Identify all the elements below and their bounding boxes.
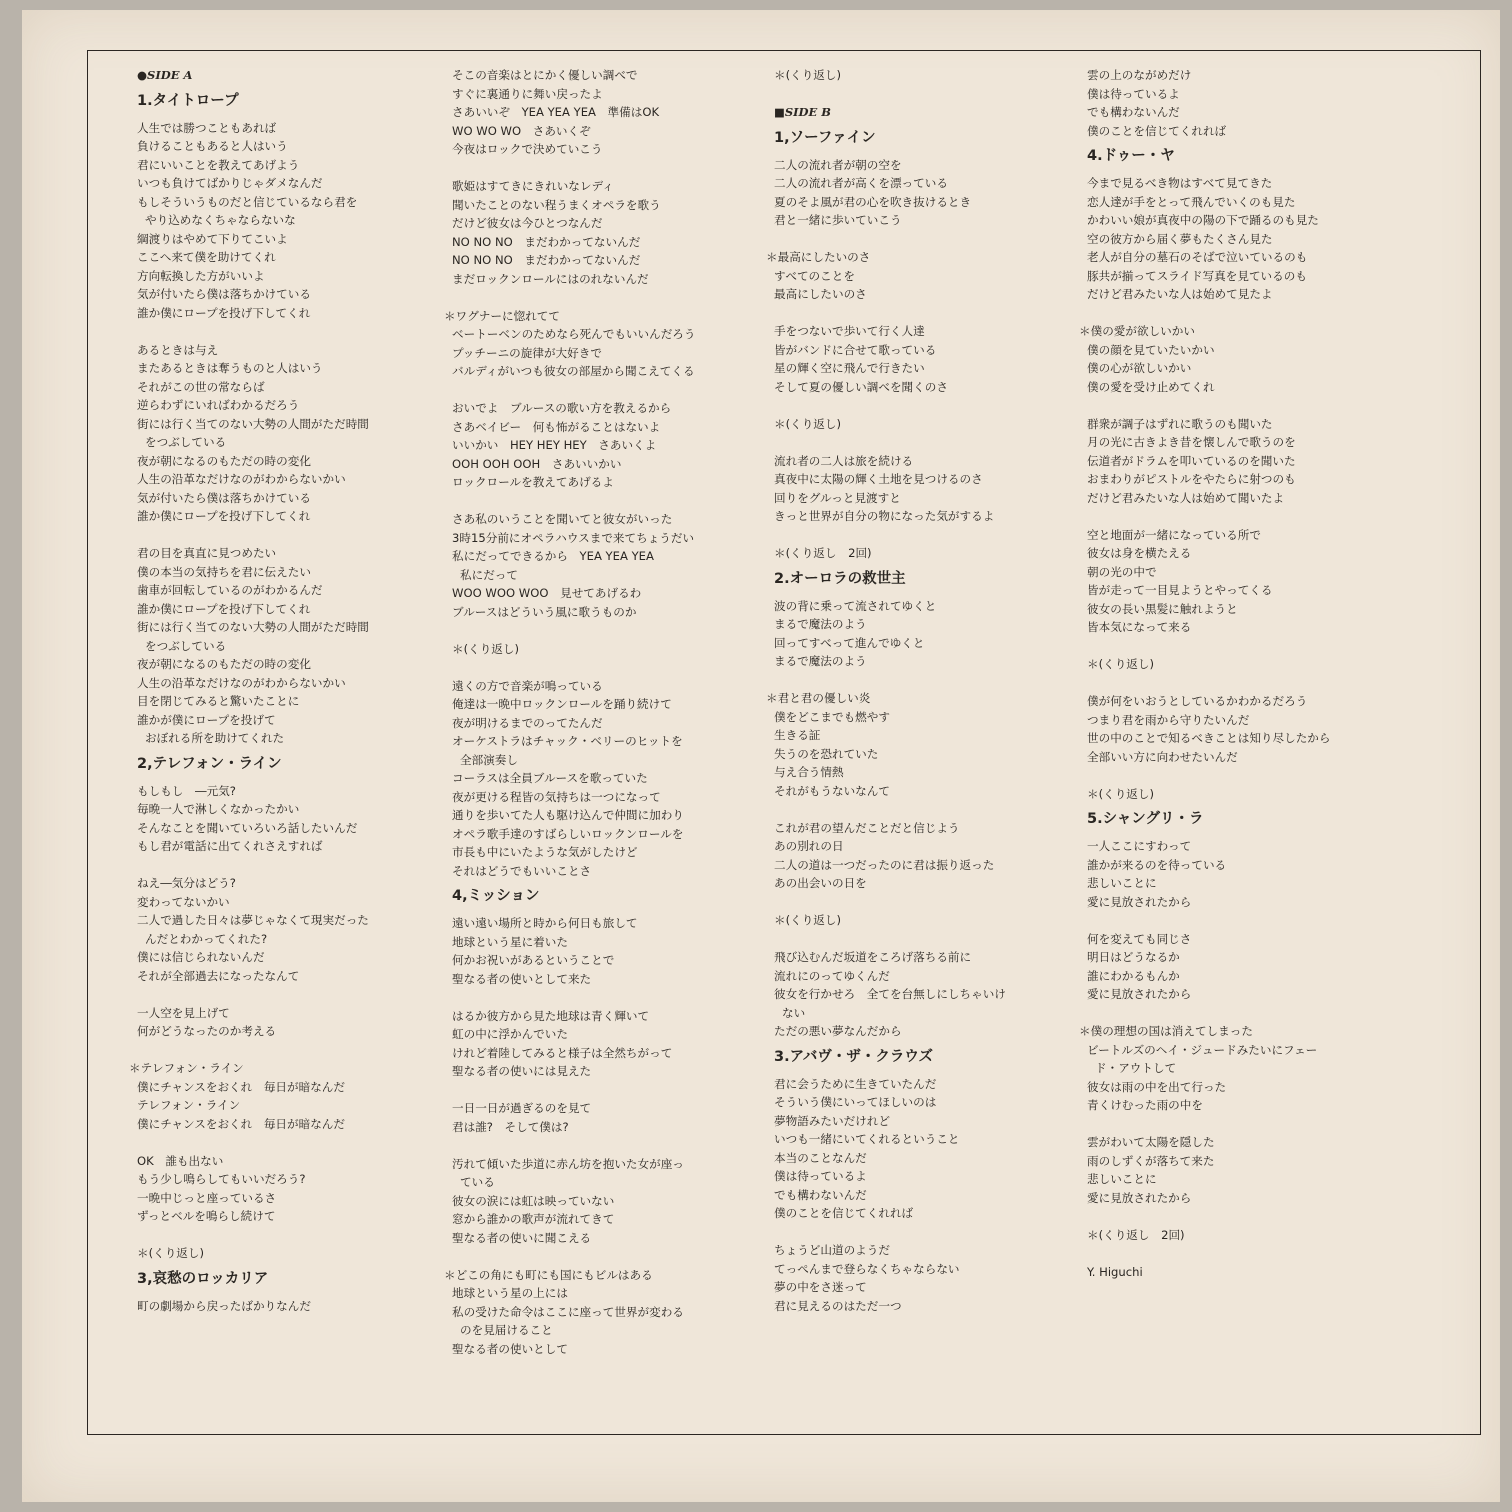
spacer (452, 159, 752, 178)
lyric-line: 一晩中じっと座っているさ (137, 1190, 277, 1205)
lyric-line: 気が付いたら僕は落ちかけている (137, 490, 311, 505)
lyric-line: 何がどうなったのか考える (137, 1024, 277, 1038)
lyric-line: あの出会いの日を (774, 876, 867, 890)
lyrics-column-3 (766, 66, 1074, 1315)
spacer (774, 433, 1074, 452)
lyric-line: 雲の上のながめだけ (1087, 68, 1192, 82)
spacer (452, 621, 752, 640)
lyric-line: 君と一緒に歩いていこう (774, 213, 902, 227)
lyric-line: 朝の光の中で (1087, 564, 1157, 579)
lyric-line: いつも負けてばかりじゃダメなんだ (137, 176, 323, 190)
lyric-line: あるときは与え (137, 342, 219, 357)
lyric-line: またあるときは奪うものと人はいう (137, 361, 323, 375)
lyric-line: それがもうないなんて (774, 783, 890, 798)
lyric-line: だけど彼女は今ひとつなんだ (452, 216, 603, 230)
lyric-line: まるで魔法のよう (774, 617, 867, 631)
lyric-line: おいでよ ブルースの歌い方を教えるから (452, 401, 672, 415)
chorus-line: ＊どこの角にも町にも国にもビルはある (444, 1267, 653, 1282)
spacer (1087, 911, 1387, 930)
lyric-line: だけど君みたいな人は始めて見たよ (1087, 287, 1273, 301)
lyric-line: 愛に見放されたから (1087, 894, 1192, 909)
lyric-line: 一人空を見上げて (137, 1005, 230, 1020)
lyric-line: ちょうど山道のようだ (774, 1243, 890, 1257)
lyric-line: 町の劇場から戻ったばかりなんだ (137, 1298, 311, 1313)
lyric-line: かわいい娘が真夜中の陽の下で踊るのも見た (1087, 213, 1319, 227)
spacer (774, 893, 1074, 912)
lyric-line: 僕の顔を見ていたいかい (1087, 342, 1215, 357)
lyric-line: 流れにのってゆくんだ (774, 968, 890, 983)
side-label: ●SIDE A (137, 68, 193, 82)
lyric-line: そして夏の優しい調べを聞くのさ (774, 379, 948, 394)
spacer (774, 800, 1074, 819)
lyric-line: 人生では勝つこともあれば (137, 120, 277, 135)
spacer (774, 1223, 1074, 1242)
spacer (452, 381, 752, 400)
lyric-line: 人生の沿革なだけなのがわからないかい (137, 472, 346, 486)
lyric-line: 青くけむった雨の中を (1087, 1098, 1203, 1112)
spacer (452, 1136, 752, 1155)
lyric-line: 僕にチャンスをおくれ 毎日が暗なんだ (137, 1079, 345, 1094)
lyric-line: 何を変えても同じさ (1087, 931, 1192, 946)
lyric-line: ＊(くり返し 2回) (774, 546, 872, 560)
lyric-line: 彼女は身を横たえる (1087, 546, 1192, 560)
song-title: 4,ミッション (452, 888, 540, 904)
lyric-line: もしもし ―元気? (137, 783, 236, 798)
lyric-line: ビートルズのヘイ・ジュードみたいにフェー (1087, 1042, 1318, 1057)
spacer (774, 526, 1074, 545)
lyric-line: 伝道者がドラムを叩いているのを聞いた (1087, 453, 1296, 468)
lyric-line: もしそういうものだと信じているなら君を (137, 194, 358, 209)
spacer (137, 985, 437, 1004)
lyric-line: 空と地面が一緒になっている所で (1087, 527, 1261, 542)
lyrics-column-2 (444, 66, 752, 1358)
lyric-line: 二人で過した日々は夢じゃなくて現実だった (137, 913, 369, 927)
lyric-line: だけど君みたいな人は始めて聞いたよ (1087, 490, 1285, 505)
lyric-line: 星の輝く空に飛んで行きたい (774, 361, 925, 375)
lyric-line: 誰か僕にロープを投げ下してくれ (137, 601, 311, 616)
lyric-line: 私にだって (460, 567, 518, 582)
spacer (1087, 766, 1387, 785)
lyric-line: 皆本気になって来る (1087, 620, 1192, 634)
lyric-line: 失うのを恐れていた (774, 746, 879, 761)
spacer (1087, 1004, 1387, 1023)
lyric-line: 群衆が調子はずれに歌うのも聞いた (1087, 416, 1273, 431)
lyric-line: 誰かが僕にロープを投げて (137, 712, 276, 727)
lyric-line: 最高にしたいのさ (774, 287, 867, 301)
lyric-line: 私にだってできるから YEA YEA YEA (452, 549, 654, 563)
lyric-line: 彼女の長い黒髪に触れようと (1087, 601, 1238, 616)
lyric-line: 俺達は一晩中ロックンロールを踊り続けて (452, 697, 672, 711)
lyric-line: 僕をどこまでも燃やす (774, 709, 890, 724)
lyric-line: 雲がわいて太陽を隠した (1087, 1135, 1215, 1149)
lyric-line: 綱渡りはやめて下りてこいよ (137, 231, 288, 246)
lyric-line: バルディがいつも彼女の部屋から聞こえてくる (452, 364, 695, 378)
lyric-line: 目を閉じてみると驚いたことに (137, 694, 300, 708)
lyric-line: これが君の望んだことだと信じよう (774, 820, 960, 835)
lyric-line: そういう僕にいってほしいのは (774, 1095, 937, 1109)
lyric-line: つまり君を雨から守りたいんだ (1087, 712, 1250, 727)
lyric-line: ずっとベルを鳴らし続けて (137, 1209, 276, 1223)
lyric-line: OK 誰も出ない (137, 1153, 224, 1168)
spacer (137, 1226, 437, 1245)
lyric-line: オペラ歌手達のすばらしいロックンロールを (452, 826, 684, 841)
lyric-line: ＊(くり返し) (774, 68, 842, 82)
lyric-line: 夜が朝になるのもただの時の変化 (137, 453, 311, 468)
lyric-line: すべてのことを (774, 268, 855, 283)
lyric-line: ＊(くり返し 2回) (1087, 1227, 1185, 1242)
song-title: 2.オーロラの救世主 (774, 570, 906, 587)
lyric-line: 明日はどうなるか (1087, 950, 1180, 964)
song-title: 2,テレフォン・ライン (137, 755, 282, 772)
lyric-line: プッチーニの旋律が大好きで (452, 345, 602, 360)
spacer (137, 526, 437, 545)
spacer (1087, 1115, 1387, 1134)
lyric-line: 誰か僕にロープを投げ下してくれ (137, 305, 311, 320)
lyric-line: けれど着陸してみると様子は全然ちがって (452, 1045, 673, 1060)
spacer (1087, 507, 1387, 526)
lyric-line: 私の受けた命令はここに座って世界が変わる (452, 1304, 684, 1319)
song-title: 4.ドゥー・ヤ (1087, 148, 1175, 164)
lyrics-column-1 (129, 66, 437, 1315)
lyric-line: 夜が更ける程皆の気持ちは一つになって (452, 789, 661, 804)
side-label: ■SIDE B (774, 105, 832, 119)
lyric-line: 負けることもあると人はいう (137, 139, 288, 153)
spacer (452, 1081, 752, 1100)
lyric-line: 僕の愛を受け止めてくれ (1087, 379, 1215, 394)
lyric-line: 聖なる者の使いとして来た (452, 971, 592, 986)
lyric-line: 全部演奏し (460, 752, 518, 767)
spacer (452, 988, 752, 1007)
lyric-line: 夢物語みたいだけれど (774, 1113, 890, 1128)
lyric-line: 回りをグルっと見渡すと (774, 490, 901, 505)
lyric-line: のを見届けること (460, 1323, 553, 1337)
lyric-line: 彼女の涙には虹は映っていない (452, 1193, 615, 1208)
lyric-line: 二人の流れ者が朝の空を (774, 157, 902, 172)
spacer (1087, 637, 1387, 656)
lyric-line: おぼれる所を助けてくれた (145, 731, 285, 745)
spacer (452, 1247, 752, 1266)
lyric-line: 3時15分前にオペラハウスまで来てちょうだい (452, 530, 695, 545)
lyric-line: ＊(くり返し) (1087, 657, 1155, 671)
lyric-line: 虹の中に浮かんでいた (452, 1027, 568, 1041)
lyric-line: 愛に見放されたから (1087, 1190, 1192, 1205)
lyrics-column-4 (1079, 66, 1387, 1281)
lyric-line: もう少し鳴らしてもいいだろう? (137, 1172, 306, 1186)
chorus-line: ＊僕の愛が欲しいかい (1079, 324, 1195, 338)
lyric-line: 街には行く当てのない大勢の人間がただ時間 (137, 620, 369, 634)
lyric-line: WO WO WO さあいくぞ (452, 123, 591, 138)
lyric-line: 二人の流れ者が高くを漂っている (774, 176, 948, 190)
lyric-line: ＊(くり返し) (774, 913, 842, 927)
lyric-line: ＊(くり返し) (774, 416, 842, 431)
spacer (1087, 1207, 1387, 1226)
lyric-line: 手をつないで歩いて行く人達 (774, 324, 925, 338)
song-title: 5.シャングリ・ラ (1087, 811, 1204, 827)
lyric-line: ている (460, 1175, 495, 1189)
lyric-line: 誰か僕にロープを投げ下してくれ (137, 509, 311, 523)
lyric-line: NO NO NO まだわかってないんだ (452, 234, 641, 249)
lyric-line: すぐに裏通りに舞い戻ったよ (452, 86, 603, 101)
spacer (137, 856, 437, 875)
lyric-line: ＊(くり返し) (452, 641, 520, 656)
lyric-line: 毎晩一人で淋しくなかったかい (137, 802, 300, 816)
lyric-line: さあいいぞ YEA YEA YEA 準備はOK (452, 105, 660, 119)
lyric-line: 夜が朝になるのもただの時の変化 (137, 657, 311, 671)
lyric-line: 聞いたことのない程うまくオペラを歌う (452, 197, 661, 212)
lyric-line: はるか彼方から見た地球は青く輝いて (452, 1008, 650, 1023)
lyric-line: そんなことを聞いていろいろ話したいんだ (137, 820, 358, 835)
lyric-line: いつも一緒にいてくれるということ (774, 1132, 960, 1146)
song-title: 3.アバヴ・ザ・クラウズ (774, 1048, 934, 1065)
lyric-line: 僕の本当の気持ちを君に伝えたい (137, 564, 311, 579)
lyric-line: でも構わないんだ (774, 1187, 867, 1202)
lyric-line: 聖なる者の使いとして (452, 1341, 568, 1356)
lyric-line: をつぶしている (145, 435, 227, 449)
lyric-line: 今まで見るべき物はすべて見てきた (1087, 176, 1273, 190)
lyric-line: ブルースはどういう風に歌うものか (452, 604, 637, 619)
lyric-line: きっと世界が自分の物になった気がするよ (774, 509, 995, 523)
lyric-line: いいかい HEY HEY HEY さあいくよ (452, 438, 657, 452)
lyric-line: 夢の中をさ迷って (774, 1280, 867, 1294)
lyric-line: 僕のことを信じてくれれば (1087, 123, 1227, 138)
lyric-line: 豚共が揃ってスライド写真を見ているのも (1087, 268, 1307, 283)
lyric-line: 誰かが来るのを待っている (1087, 857, 1227, 872)
lyric-line: そこの音楽はとにかく優しい調べで (452, 68, 638, 82)
lyric-line: 僕のことを信じてくれれば (774, 1206, 914, 1220)
lyric-line: 世の中のことで知るべきことは知り尽したから (1087, 731, 1331, 745)
lyric-line: さあ私のいうことを聞いてと彼女がいった (452, 512, 673, 526)
lyric-line: 一人ここにすわって (1087, 839, 1192, 853)
lyric-line: 君は誰? そして僕は? (452, 1119, 569, 1134)
lyric-line: おまわりがピストルをやたらに射つのも (1087, 472, 1296, 486)
chorus-line: ＊ワグナーに惚れてて (444, 308, 560, 323)
spacer (1087, 1244, 1387, 1263)
lyric-line: 夏のそよ風が君の心を吹き抜けるとき (774, 194, 972, 209)
lyric-line: 皆が走って一目見ようとやってくる (1087, 583, 1273, 597)
lyric-line: んだとわかってくれた? (145, 931, 268, 946)
lyric-line: 地球という星の上には (452, 1286, 568, 1300)
lyric-line: コーラスは全員ブルースを歌っていた (452, 771, 648, 785)
spacer (774, 930, 1074, 949)
spacer (774, 304, 1074, 323)
song-title: 1,ソーファイン (774, 129, 876, 146)
lyric-line: 恋人達が手をとって飛んでいくのも見た (1087, 194, 1296, 209)
spacer (774, 85, 1074, 104)
lyric-line: ロックロールを教えてあげるよ (452, 475, 614, 489)
lyric-line: 僕は待っているよ (774, 1169, 867, 1183)
spacer (452, 492, 752, 511)
spacer (137, 1133, 437, 1152)
lyric-line: てっぺんまで登らなくちゃならない (774, 1261, 960, 1276)
lyric-line: さあベイビー 何も怖がることはないよ (452, 419, 661, 434)
lyric-line: 今夜はロックで決めていこう (452, 142, 603, 156)
lyric-line: 君にいいことを教えてあげよう (137, 157, 300, 172)
lyric-line: ベートーベンのためなら死んでもいいんだろう (452, 327, 696, 341)
lyric-line: NO NO NO まだわかってないんだ (452, 253, 641, 267)
lyric-line: でも構わないんだ (1087, 105, 1180, 119)
spacer (774, 230, 1074, 249)
lyric-line: テレフォン・ライン (137, 1098, 241, 1112)
lyric-line: 歯車が回転しているのがわかるんだ (137, 583, 323, 597)
lyric-line: 与え合う情熱 (774, 765, 844, 779)
lyric-line: 全部いい方に向わせたいんだ (1087, 749, 1238, 764)
lyric-line: オーケストラはチャック・ベリーのヒットを (452, 734, 683, 748)
chorus-line: ＊僕の理想の国は消えてしまった (1079, 1024, 1253, 1038)
lyric-line: やり込めなくちゃならないな (145, 213, 296, 227)
lyric-line: ここへ来て僕を助けてくれ (137, 250, 276, 264)
lyric-line: 歌姫はすてきにきれいなレディ (452, 179, 614, 193)
lyric-line: まだロックンロールにはのれないんだ (452, 271, 649, 286)
lyric-line: 街には行く当てのない大勢の人間がただ時間 (137, 416, 369, 431)
spacer (1087, 674, 1387, 693)
lyric-line: それが全部過去になったなんて (137, 968, 300, 983)
lyric-line: 人生の沿革なだけなのがわからないかい (137, 675, 346, 690)
lyric-line: ＊(くり返し) (137, 1246, 205, 1260)
lyric-line: ない (782, 1005, 806, 1020)
spacer (452, 288, 752, 307)
lyric-line: 市長も中にいたような気がしたけど (452, 845, 638, 859)
lyric-line: 逆らわずにいればわかるだろう (137, 398, 300, 412)
lyric-line: 悲しいことに (1087, 1172, 1157, 1186)
spacer (1087, 396, 1387, 415)
spacer (1087, 304, 1387, 323)
lyric-line: 雨のしずくが落ちて来た (1087, 1153, 1215, 1168)
lyric-line: あの別れの日 (774, 839, 844, 853)
lyric-line: 僕にチャンスをおくれ 毎日が暗なんだ (137, 1116, 345, 1131)
lyric-line: OOH OOH OOH さあいいかい (452, 456, 622, 471)
lyric-line: WOO WOO WOO 見せてあげるわ (452, 586, 642, 600)
song-title: 3,哀愁のロッカリア (137, 1270, 269, 1287)
lyric-line: 気が付いたら僕は落ちかけている (137, 287, 311, 301)
spacer (774, 671, 1074, 690)
lyric-line: 何かお祝いがあるということで (452, 953, 615, 967)
lyric-line: 通りを歩いてた人も駆け込んで仲間に加わり (452, 808, 684, 822)
lyric-line: 君に会うために生きていたんだ (774, 1076, 937, 1091)
lyric-line: ねえ―気分はどう? (137, 876, 236, 890)
spacer (452, 658, 752, 677)
lyric-line: 夜が明けるまでのってたんだ (452, 715, 603, 730)
lyric-line: 聖なる者の使いには見えた (452, 1064, 592, 1078)
lyric-line: 僕は待っているよ (1087, 86, 1180, 101)
lyric-line: もし君が電話に出てくれさえすれば (137, 839, 323, 853)
lyric-line: 彼女は雨の中を出て行った (1087, 1079, 1227, 1094)
lyric-line: 流れ者の二人は旅を続ける (774, 453, 914, 468)
lyric-line: 僕が何をいおうとしているかわかるだろう (1087, 694, 1308, 708)
lyric-line: 遠くの方で音楽が鳴っている (452, 678, 603, 693)
lyric-line: 汚れて傾いた歩道に赤ん坊を抱いた女が座っ (452, 1156, 684, 1171)
lyric-line: 悲しいことに (1087, 876, 1157, 890)
lyric-line: 遠い遠い場所と時から何日も旅して (452, 916, 638, 930)
lyric-line: 空の彼方から届く夢もたくさん見た (1087, 231, 1273, 246)
lyric-line: 僕の心が欲しいかい (1087, 361, 1192, 375)
lyric-line: 真夜中に太陽の輝く土地を見つけるのさ (774, 472, 983, 486)
lyric-line: まるで魔法のよう (774, 654, 867, 668)
lyric-line: 皆がバンドに合せて歌っている (774, 342, 937, 357)
lyric-line: 一日一日が過ぎるのを見て (452, 1101, 592, 1115)
lyric-line: 飛び込むんだ坂道をころげ落ちる前に (774, 950, 972, 964)
chorus-line: ＊テレフォン・ライン (129, 1061, 244, 1075)
lyric-line: 誰にわかるもんか (1087, 968, 1180, 983)
lyric-line: それはどうでもいいことさ (452, 863, 592, 878)
lyric-line: 本当のことなんだ (774, 1150, 867, 1165)
lyric-line: 方向転換した方がいいよ (137, 268, 265, 283)
lyric-line: 地球という星に着いた (452, 934, 568, 949)
lyric-line: をつぶしている (145, 638, 227, 653)
lyric-line: 老人が自分の墓石のそばで泣いているのも (1087, 250, 1308, 264)
spacer (774, 396, 1074, 415)
lyric-line: 彼女を行かせろ 全てを台無しにしちゃいけ (774, 987, 1006, 1001)
lyric-line: 愛に見放されたから (1087, 987, 1192, 1001)
lyric-line: 君の目を真直に見つめたい (137, 546, 277, 560)
lyric-line: 二人の道は一つだったのに君は振り返った (774, 857, 995, 872)
lyric-line: 回ってすべって進んでゆくと (774, 635, 925, 650)
song-title: 1.タイトロープ (137, 92, 239, 109)
lyric-line: 月の光に古きよき昔を懐しんで歌うのを (1087, 435, 1296, 449)
lyric-line: 窓から誰かの歌声が流れてきて (452, 1212, 615, 1226)
lyric-line: 生きる証 (774, 728, 821, 742)
lyric-line: 変わってないかい (137, 894, 230, 909)
chorus-line: ＊君と君の優しい炎 (766, 691, 871, 705)
lyric-line: 君に見えるのはただ一つ (774, 1298, 902, 1313)
lyric-line: 聖なる者の使いに聞こえる (452, 1230, 592, 1245)
spacer (137, 1041, 437, 1060)
lyric-line: ＊(くり返し) (1087, 786, 1155, 801)
lyric-line: それがこの世の常ならば (137, 379, 265, 394)
lyric-line: ただの悪い夢なんだから (774, 1024, 902, 1038)
spacer (137, 322, 437, 341)
chorus-line: ＊最高にしたいのさ (766, 250, 871, 264)
lyric-line: ド・アウトして (1095, 1061, 1177, 1075)
lyric-line: 僕には信じられないんだ (137, 950, 265, 964)
lyric-line: 波の背に乗って流されてゆくと (774, 598, 937, 613)
lyric-line: Y. Higuchi (1087, 1264, 1143, 1279)
